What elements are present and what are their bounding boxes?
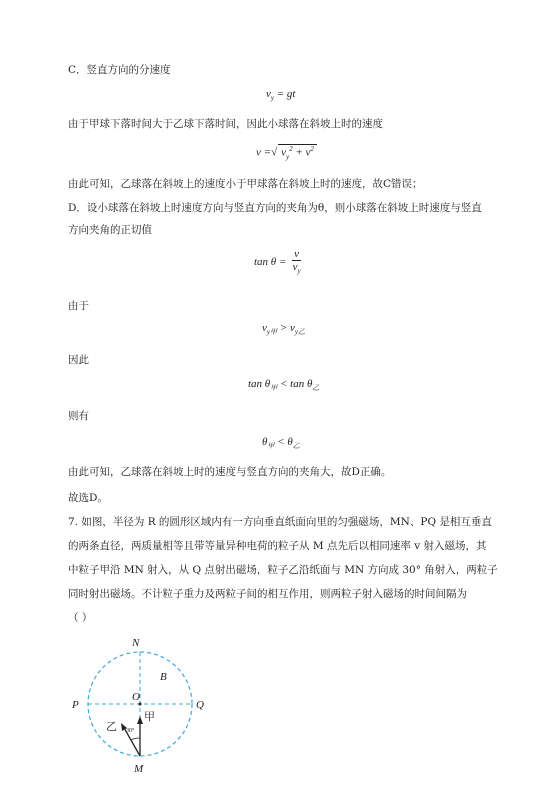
option-c-conclusion: 由此可知，乙球落在斜坡上的速度小于甲球落在斜坡上时的速度，故C错误；: [68, 178, 423, 190]
answer-line: 故选D。: [68, 492, 108, 504]
label-q: Q: [196, 699, 204, 711]
equation-v: v =√ $v_y^2 + v^2$: [256, 144, 317, 161]
label-jia: 甲: [144, 711, 155, 723]
option-c-reasoning: 由于甲球下落时间大于乙球下落时间，因此小球落在斜坡上时的速度: [68, 118, 383, 130]
equation-vy: $v_y$ = gt: [266, 88, 296, 103]
therefore-label: 因此: [68, 354, 89, 366]
angle-arc: [131, 738, 140, 740]
inequality-vy: $v_{y甲} > v_{y乙}$: [262, 322, 305, 337]
question-7-answer-blank: （ ）: [68, 612, 93, 624]
label-p: P: [72, 699, 79, 711]
label-m: M: [134, 763, 144, 775]
equation-tan-theta: tan θ = $\frac{v}{v_y}$: [254, 248, 301, 276]
option-d-line-1: D．设小球落在斜坡上时速度方向与竖直方向的夹角为θ，则小球落在斜坡上时速度与竖直: [68, 202, 482, 214]
then-label: 则有: [68, 410, 89, 422]
inequality-theta: $\theta_甲 < \theta_乙$: [262, 436, 300, 451]
because-label: 由于: [68, 300, 89, 312]
label-o: O: [132, 691, 140, 703]
question-7-line-1: 7. 如图，半径为 R 的圆形区域内有一方向垂直纸面向里的匀强磁场，MN、PQ 是相互垂直: [68, 516, 492, 528]
label-angle: 30°: [126, 728, 135, 734]
question-7-line-4: 同时射出磁场。不计粒子重力及两粒子间的相互作用，则两粒子射入磁场的时间间隔为: [68, 588, 467, 600]
label-n: N: [132, 637, 140, 649]
option-d-conclusion: 由此可知，乙球落在斜坡上时的速度与竖直方向的夹角大，故D正确。: [68, 466, 392, 478]
label-b: B: [160, 671, 167, 683]
option-c-label: C．竖直方向的分速度: [68, 64, 171, 76]
option-d-line-2: 方向夹角的正切值: [68, 224, 152, 236]
inequality-tan: $\tan \theta_甲 < \tan \theta_乙$: [248, 378, 320, 393]
question-7-line-3: 中粒子甲沿 MN 射入，从 Q 点射出磁场，粒子乙沿纸面与 MN 方向成 30° 角射入，两粒子: [68, 564, 498, 576]
magnetic-field-figure: [60, 630, 240, 790]
label-yi: 乙: [106, 721, 117, 733]
arrowhead-jia: [137, 716, 143, 724]
question-7-line-2: 的两条直径，两质量相等且带等量异种电荷的粒子从 M 点先后以相同速率 v 射入磁场，其: [68, 540, 487, 552]
